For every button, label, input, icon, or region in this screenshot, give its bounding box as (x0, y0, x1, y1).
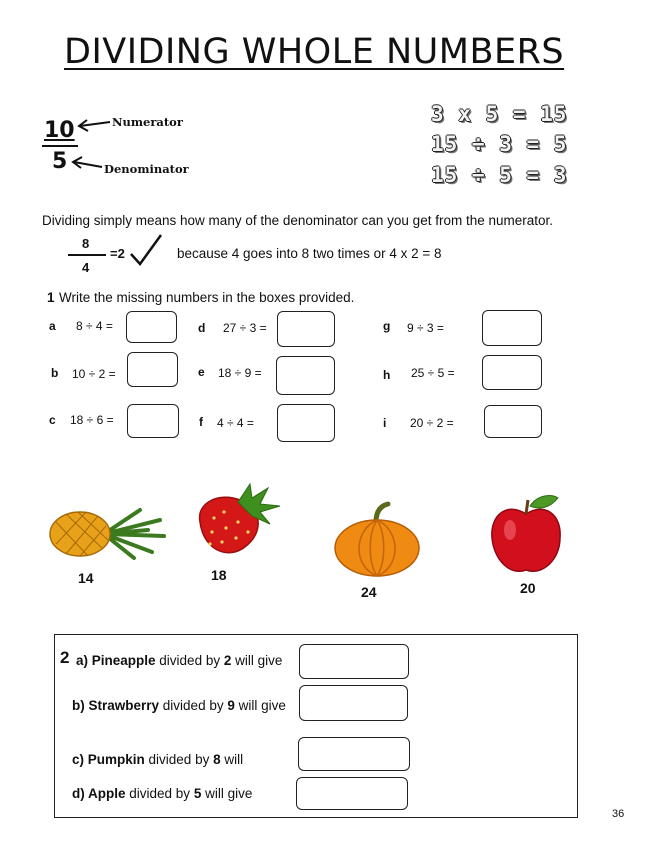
item-d-fruit: Apple (88, 786, 126, 801)
equation-1: 3 x 5 = 15 (431, 102, 568, 126)
item-d-prefix: d) (72, 786, 88, 801)
problem-g-letter: g (383, 319, 391, 333)
strawberry-icon (190, 482, 282, 560)
item-c-mid: divided by (144, 752, 214, 767)
numerator-label: Numerator (112, 115, 183, 129)
pumpkin-icon (332, 500, 422, 578)
section2-item-d (72, 786, 252, 801)
problem-h-expression: 25 ÷ 5 = (411, 366, 455, 380)
example-fraction-bar (68, 254, 106, 256)
problem-d-letter: d (198, 321, 206, 335)
pineapple-icon (48, 502, 168, 564)
answer-box-2d[interactable] (296, 777, 408, 810)
answer-box-g[interactable] (482, 310, 542, 346)
section2-item-a (76, 653, 282, 668)
equation-2: 15 ÷ 3 = 5 (431, 132, 568, 156)
arrow-left-icon (70, 156, 104, 172)
equation-3: 15 ÷ 5 = 3 (431, 163, 568, 187)
section1-instruction: Write the missing numbers in the boxes provided. (59, 290, 355, 305)
item-d-divisor: 5 (193, 786, 202, 801)
item-c-fruit: Pumpkin (87, 752, 145, 767)
section2-number: 2 (60, 648, 70, 667)
explanation-text: Dividing simply means how many of the denominator can you get from the numerator. (42, 213, 554, 228)
problem-f-expression: 4 ÷ 4 = (217, 416, 254, 430)
item-c-suffix: will (220, 752, 244, 767)
item-b-prefix: b) (72, 698, 89, 713)
problem-b-letter: b (51, 366, 59, 380)
answer-box-2c[interactable] (298, 737, 410, 771)
example-numerator: 8 (82, 236, 90, 251)
strawberry-value: 18 (211, 567, 227, 583)
example-result: =2 (110, 246, 125, 261)
fraction-denominator: 5 (52, 149, 68, 174)
problem-c-letter: c (49, 413, 56, 427)
item-c-prefix: c) (72, 752, 88, 767)
answer-box-b[interactable] (127, 352, 178, 387)
problem-i-letter: i (383, 416, 387, 430)
problem-i-expression: 20 ÷ 2 = (410, 416, 454, 430)
answer-box-f[interactable] (277, 404, 335, 442)
example-denominator: 4 (82, 260, 90, 275)
item-a-prefix: a) (76, 653, 92, 668)
pumpkin-value: 24 (361, 584, 377, 600)
checkmark-icon (128, 232, 164, 266)
problem-h-letter: h (383, 368, 391, 382)
answer-box-e[interactable] (276, 356, 335, 395)
problem-e-expression: 18 ÷ 9 = (218, 366, 262, 380)
item-a-divisor: 2 (223, 653, 232, 668)
problem-g-expression: 9 ÷ 3 = (407, 321, 444, 335)
item-b-mid: divided by (159, 698, 228, 713)
problem-a-letter: a (49, 319, 56, 333)
pineapple-value: 14 (78, 570, 94, 586)
answer-box-2b[interactable] (299, 685, 408, 721)
item-a-suffix: will give (231, 653, 283, 668)
problem-e-letter: e (198, 365, 205, 379)
item-d-suffix: will give (201, 786, 253, 801)
item-c-divisor: 8 (213, 752, 221, 767)
problem-b-expression: 10 ÷ 2 = (72, 367, 116, 381)
item-a-fruit: Pineapple (91, 653, 156, 668)
answer-box-c[interactable] (127, 404, 179, 438)
problem-d-expression: 27 ÷ 3 = (223, 321, 267, 335)
apple-value: 20 (520, 580, 536, 596)
section2-item-b (72, 698, 286, 713)
item-b-suffix: will give (234, 698, 286, 713)
answer-box-a[interactable] (126, 311, 177, 343)
section1-number: 1 (47, 290, 55, 305)
arrow-left-icon (76, 116, 112, 132)
answer-box-d[interactable] (277, 311, 335, 347)
item-a-mid: divided by (155, 653, 224, 668)
denominator-label: Denominator (104, 162, 189, 176)
item-d-mid: divided by (125, 786, 194, 801)
example-reason: because 4 goes into 8 two times or 4 x 2 = 8 (177, 246, 442, 261)
apple-icon (486, 492, 566, 578)
fraction-numerator: 10 (44, 118, 75, 143)
answer-box-2a[interactable] (299, 644, 409, 679)
page-number: 36 (612, 808, 625, 820)
item-b-fruit: Strawberry (88, 698, 160, 713)
problem-c-expression: 18 ÷ 6 = (70, 413, 114, 427)
problem-f-letter: f (199, 415, 203, 429)
problem-a-expression: 8 ÷ 4 = (76, 319, 113, 333)
item-b-divisor: 9 (227, 698, 235, 713)
answer-box-h[interactable] (482, 355, 542, 390)
page-title: DIVIDING WHOLE NUMBERS (64, 32, 565, 72)
section2-item-c (72, 752, 243, 767)
fraction-bar (42, 145, 78, 147)
answer-box-i[interactable] (484, 405, 542, 438)
